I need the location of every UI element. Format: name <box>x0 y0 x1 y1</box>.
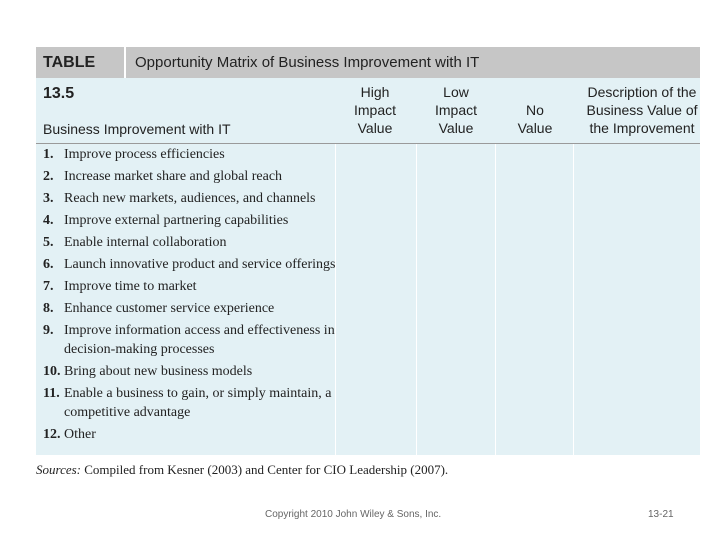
column-header-low-impact: Low Impact Value <box>434 84 477 136</box>
copyright-footer: Copyright 2010 John Wiley & Sons, Inc. <box>265 509 442 520</box>
row-header: Business Improvement with IT <box>43 121 231 137</box>
sources-note: Sources: Compiled from Kesner (2003) and Center for CIO Leadership (2007). <box>36 462 449 477</box>
list-item: 6. Launch innovative product and service offerings <box>43 257 336 272</box>
list-item: 9. Improve information access and effectiveness in decision-making processes <box>43 323 335 357</box>
column-header-high-impact: High Impact Value <box>353 84 396 136</box>
table-title-bar <box>36 47 700 102</box>
title-divider <box>124 47 126 78</box>
opportunity-matrix-table <box>36 47 700 455</box>
list-item: 11. Enable a business to gain, or simply maintain, a competitive advantage <box>43 386 332 420</box>
list-item: 1. Improve process efficiencies <box>43 147 225 162</box>
list-item: 2. Increase market share and global reach <box>43 169 283 184</box>
list-item: 5. Enable internal collaboration <box>43 235 227 250</box>
column-divider <box>573 144 574 455</box>
table-number: TABLE 13.5 <box>43 54 96 102</box>
column-divider <box>335 144 336 455</box>
list-item: 3. Reach new markets, audiences, and channels <box>43 191 316 206</box>
slide-number: 13-21 <box>648 509 674 520</box>
list-item: 8. Enhance customer service experience <box>43 301 275 316</box>
list-item: 12. Other <box>43 427 96 442</box>
list-item: 10. Bring about new business models <box>43 364 253 379</box>
list-item: 4. Improve external partnering capabilities <box>43 213 289 228</box>
list-item: 7. Improve time to market <box>43 279 197 294</box>
column-divider <box>495 144 496 455</box>
column-divider <box>416 144 417 455</box>
column-header-no-value: No Value <box>517 102 553 136</box>
column-header-description: Description of the Business Value of the Improvement <box>586 84 698 136</box>
table-title: Opportunity Matrix of Business Improvement with IT <box>135 54 480 71</box>
header-rule <box>36 143 700 144</box>
